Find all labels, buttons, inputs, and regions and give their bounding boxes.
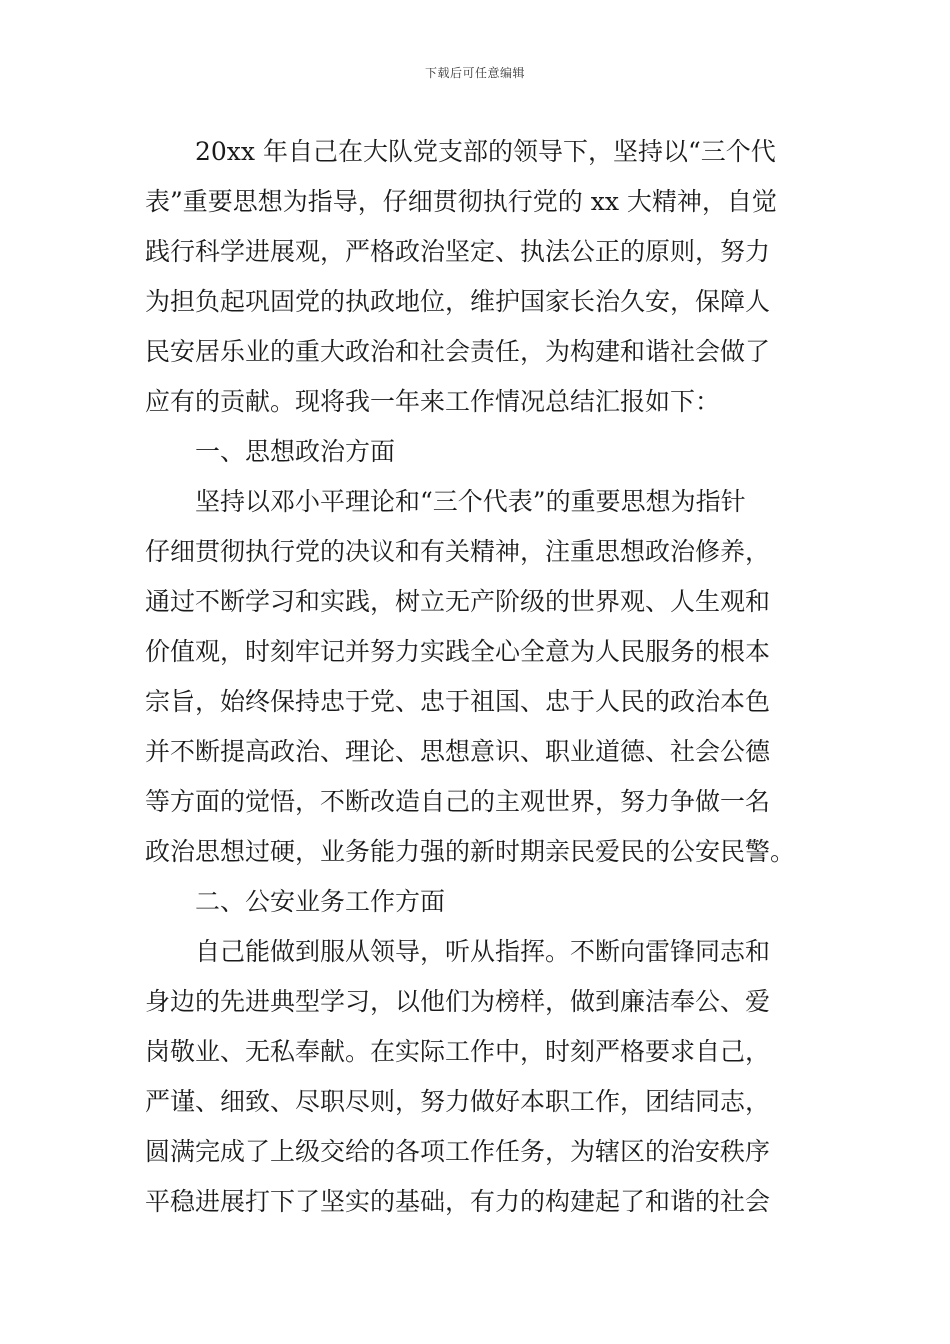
section-heading: 一、思想政治方面 — [195, 437, 396, 466]
text-line: 践行科学进展观，严格政治坚定、执法公正的原则，努力 — [145, 237, 771, 266]
text-line: 岗敬业、无私奉献。在实际工作中，时刻严格要求自己， — [145, 1037, 771, 1066]
text-line: 价值观，时刻牢记并努力实践全心全意为人民服务的根本 — [145, 637, 771, 666]
text-line: 宗旨，始终保持忠于党、忠于祖国、忠于人民的政治本色 — [145, 687, 771, 716]
text-line: 仔细贯彻执行党的决议和有关精神，注重思想政治修养， — [145, 537, 771, 566]
text-line: 坚持以邓小平理论和“三个代表”的重要思想为指针 — [195, 487, 746, 516]
text-line: 政治思想过硬，业务能力强的新时期亲民爱民的公安民警。 — [145, 837, 796, 866]
text-line: 等方面的觉悟，不断改造自己的主观世界，努力争做一名 — [145, 787, 771, 816]
text-line: 20xx 年自己在大队党支部的领导下，坚持以“三个代 — [195, 137, 776, 166]
text-line: 圆满完成了上级交给的各项工作任务，为辖区的治安秩序 — [145, 1137, 771, 1166]
text-line: 并不断提高政治、理论、思想意识、职业道德、社会公德 — [145, 737, 771, 766]
text-line: 自己能做到服从领导，听从指挥。不断向雷锋同志和 — [195, 937, 771, 966]
text-line: 表”重要思想为指导，仔细贯彻执行党的 xx 大精神，自觉 — [145, 187, 777, 216]
text-line: 为担负起巩固党的执政地位，维护国家长治久安，保障人 — [145, 287, 771, 316]
text-line: 民安居乐业的重大政治和社会责任，为构建和谐社会做了 — [145, 337, 771, 366]
page-header: 下载后可任意编辑 — [424, 66, 525, 80]
text-line: 应有的贡献。现将我一年来工作情况总结汇报如下： — [145, 387, 721, 416]
text-line: 身边的先进典型学习，以他们为榜样，做到廉洁奉公、爱 — [145, 987, 771, 1016]
text-line: 通过不断学习和实践，树立无产阶级的世界观、人生观和 — [145, 587, 771, 616]
text-line: 严谨、细致、尽职尽则，努力做好本职工作，团结同志， — [145, 1087, 771, 1116]
document-body — [145, 127, 810, 1227]
section-heading: 二、公安业务工作方面 — [195, 887, 446, 916]
text-line: 平稳进展打下了坚实的基础，有力的构建起了和谐的社会 — [145, 1187, 771, 1216]
